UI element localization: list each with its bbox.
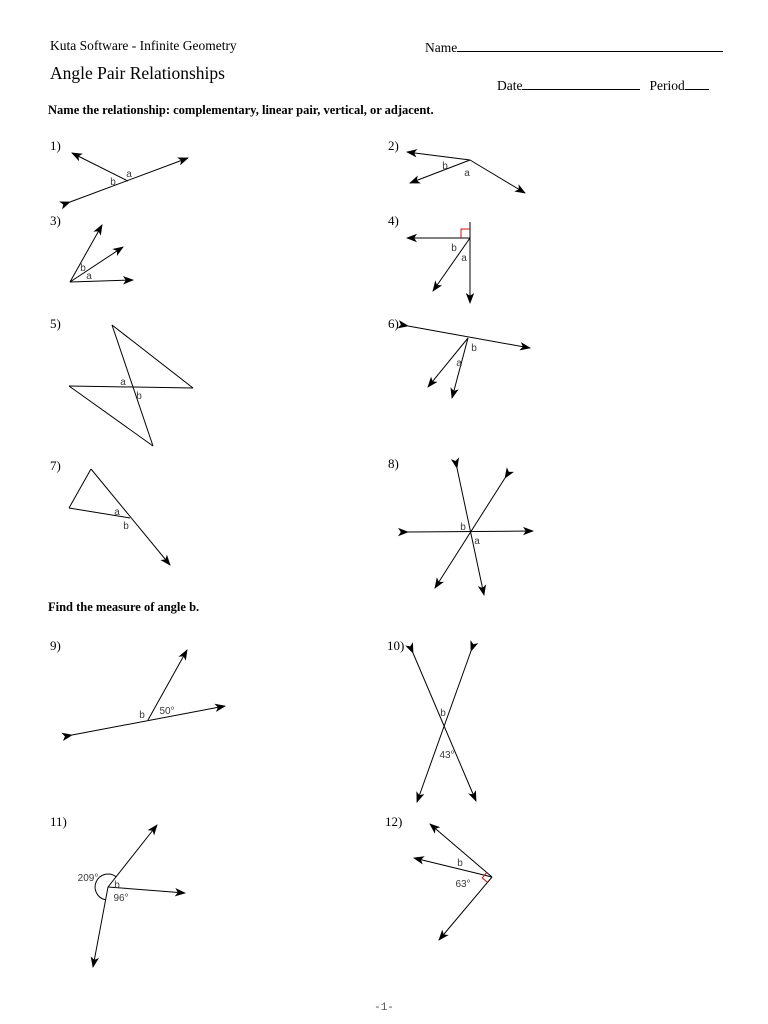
problem-5-number: 5) xyxy=(50,316,61,331)
ray xyxy=(72,153,128,181)
problem-4-diagram xyxy=(395,215,515,310)
angle-label-b: b xyxy=(442,161,448,172)
ray xyxy=(70,247,123,282)
problem-4-number: 4) xyxy=(388,213,399,228)
angle-label-b: b xyxy=(139,710,145,721)
problem-7 xyxy=(50,457,129,532)
line xyxy=(72,706,225,735)
rays-group xyxy=(408,326,530,398)
ray xyxy=(70,280,133,282)
angle-label-a: a xyxy=(456,358,462,369)
line xyxy=(435,478,505,588)
angle-measure: 43° xyxy=(439,750,455,761)
date-period-field xyxy=(497,76,709,94)
problem-12 xyxy=(385,813,471,890)
problem-3-diagram xyxy=(60,215,180,290)
line xyxy=(70,158,188,202)
problem-2-number: 2) xyxy=(388,138,399,153)
problem-8-number: 8) xyxy=(388,456,399,471)
ray xyxy=(407,152,470,160)
brand-text: Kuta Software - Infinite Geometry xyxy=(50,38,237,53)
angle-label-b: b xyxy=(123,521,129,532)
problem-7-diagram xyxy=(60,460,180,575)
angle-label-a: a xyxy=(86,271,92,282)
problem-2 xyxy=(388,137,470,179)
page-number: -1- xyxy=(374,1002,394,1014)
ray xyxy=(93,887,108,967)
angle-label-b: b xyxy=(110,177,116,188)
problem-3-number: 3) xyxy=(50,213,61,228)
problem-5-diagram xyxy=(60,318,205,453)
problem-3 xyxy=(50,212,92,282)
problem-1-diagram xyxy=(60,145,200,210)
ray xyxy=(410,160,470,183)
angle-label-b: b xyxy=(457,858,463,869)
angle-label-b: b xyxy=(451,243,457,254)
angle-label-b: b xyxy=(136,391,142,402)
problem-1-number: 1) xyxy=(50,138,61,153)
lines-group xyxy=(408,468,533,595)
right-angle-marker xyxy=(461,229,470,238)
segment xyxy=(69,508,130,518)
problem-9-diagram xyxy=(60,640,240,745)
angle-label-a: a xyxy=(461,253,467,264)
problem-11-diagram xyxy=(60,815,200,975)
problem-10-diagram xyxy=(395,640,520,815)
problem-10 xyxy=(387,637,455,761)
segment xyxy=(69,386,193,388)
section1-instruction: Name the relationship: complementary, linear pair, vertical, or adjacent. xyxy=(48,103,434,117)
name-label: Name xyxy=(425,39,458,55)
angle-measure: 63° xyxy=(455,879,471,890)
date-label: Date xyxy=(497,77,523,93)
angle-label-b: b xyxy=(460,522,466,533)
segment xyxy=(112,325,153,446)
line xyxy=(408,326,530,348)
problem-2-diagram xyxy=(395,145,545,205)
ray xyxy=(428,338,468,387)
problem-8-diagram xyxy=(395,455,550,605)
problem-8 xyxy=(388,455,480,547)
angle-label-a: a xyxy=(120,377,126,388)
angle-label-a: a xyxy=(114,507,120,518)
rays-group xyxy=(93,825,185,967)
date-blank xyxy=(522,76,640,90)
problem-11 xyxy=(50,813,129,904)
problem-1 xyxy=(50,137,132,188)
angle-measure: 96° xyxy=(113,893,129,904)
period-blank xyxy=(685,76,709,90)
ray xyxy=(108,825,157,887)
problem-11-number: 11) xyxy=(50,814,67,829)
problem-7-number: 7) xyxy=(50,458,61,473)
angle-label-b: b xyxy=(440,708,446,719)
rays-group xyxy=(72,650,225,735)
angle-label-a: a xyxy=(126,169,132,180)
angle-measure: 50° xyxy=(159,706,175,717)
ray xyxy=(470,160,525,193)
problem-9 xyxy=(50,637,175,721)
lines-group xyxy=(413,651,476,802)
problem-9-number: 9) xyxy=(50,638,61,653)
angle-label-b: b xyxy=(114,880,120,891)
problem-4 xyxy=(388,212,467,264)
line xyxy=(417,651,471,802)
rays-group xyxy=(414,824,492,940)
segments-group xyxy=(69,325,193,446)
name-field xyxy=(425,38,723,56)
angle-label-a: a xyxy=(474,536,480,547)
problem-12-diagram xyxy=(400,815,520,955)
angle-label-b: b xyxy=(471,343,477,354)
problem-10-number: 10) xyxy=(387,638,405,653)
section2-instruction: Find the measure of angle b. xyxy=(48,600,200,614)
angle-label-a: a xyxy=(464,168,470,179)
problem-12-number: 12) xyxy=(385,814,403,829)
right-angle-marker xyxy=(482,873,487,883)
problem-6-number: 6) xyxy=(388,316,399,331)
problem-6-diagram xyxy=(395,318,545,408)
period-label: Period xyxy=(649,77,685,93)
ray xyxy=(91,469,170,565)
problem-5 xyxy=(50,315,142,402)
page-title: Angle Pair Relationships xyxy=(50,63,225,83)
problem-6 xyxy=(388,315,477,369)
segment xyxy=(69,469,91,508)
angle-label-b: b xyxy=(80,263,86,274)
line xyxy=(413,653,476,801)
reflex-angle-measure: 209° xyxy=(77,873,99,884)
name-blank xyxy=(457,38,723,52)
